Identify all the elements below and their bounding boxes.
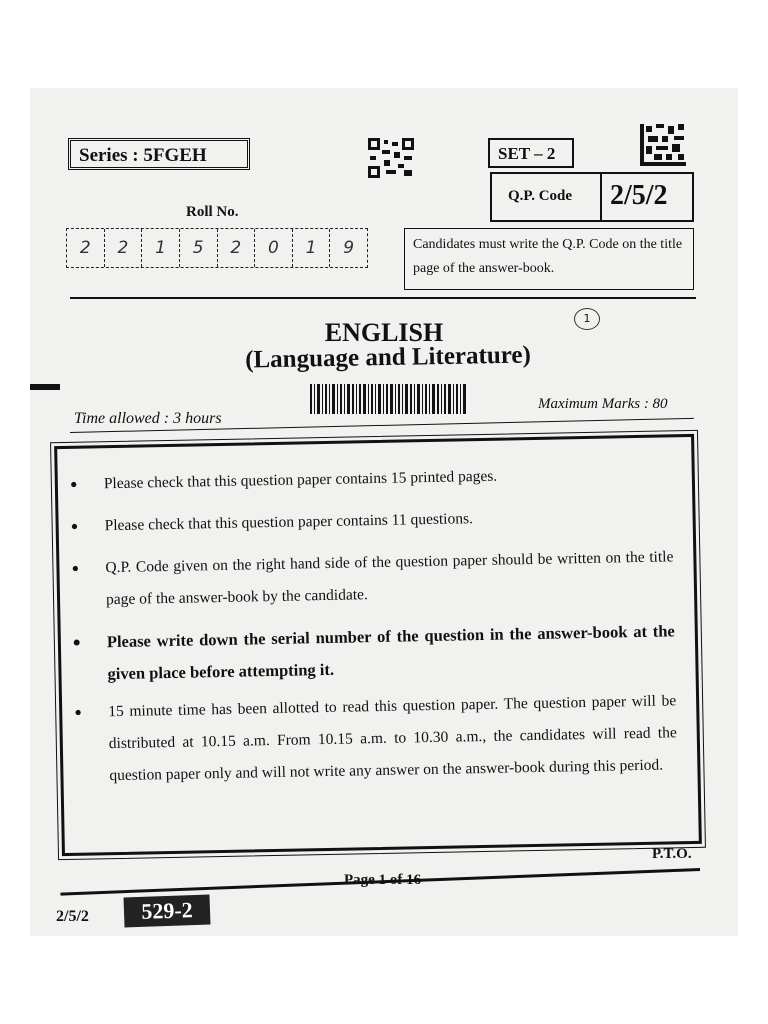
roll-digit: 5 <box>180 229 218 267</box>
please-turn-over: P.T.O. <box>652 846 692 862</box>
roll-digit: 2 <box>218 229 256 267</box>
header-divider <box>70 297 696 299</box>
page-number: Page 1 of 16 <box>344 872 422 888</box>
instruction-item: • Q.P. Code given on the right hand side of the question paper should be written on the title page of the answer-book by the candidate. <box>75 541 674 616</box>
roll-digit: 1 <box>142 229 180 267</box>
qp-code-value: 2/5/2 <box>610 180 668 211</box>
datamatrix-code-icon <box>640 124 686 166</box>
candidate-instruction-box: Candidates must write the Q.P. Code on the title page of the answer-book. <box>404 228 694 290</box>
series-box: Series : 5FGEH <box>68 138 250 170</box>
instruction-item: • Please check that this question paper contains 15 printed pages. <box>74 457 673 500</box>
general-instructions-box <box>54 434 702 856</box>
roll-digit: 1 <box>293 229 331 267</box>
circled-page-mark: 1 <box>574 308 600 330</box>
instruction-item: • Please check that this question paper contains 11 questions. <box>74 499 673 542</box>
roll-number-boxes <box>66 228 368 268</box>
time-allowed: Time allowed : 3 hours <box>74 410 222 427</box>
roll-digit: 0 <box>255 229 293 267</box>
qr-code-icon <box>368 138 414 178</box>
qp-code-divider <box>600 174 602 220</box>
instruction-item: • 15 minute time has been allotted to read this question paper. The question paper will be distributed at 10.15 a.m. From 10.15 a.m. to 10.30 a.m., the candidates will read the question paper only and will not write any answer on the answer-book during this period. <box>78 685 678 792</box>
roll-digit: 9 <box>343 238 355 258</box>
instruction-item: • Please write down the serial number of the question in the answer-book at the given place before attempting it. <box>77 615 676 690</box>
footer-tag: 529-2 <box>124 895 211 928</box>
qp-code-box <box>490 172 694 222</box>
maximum-marks: Maximum Marks : 80 <box>538 396 668 412</box>
roll-digit: 2 <box>67 229 105 267</box>
set-box: SET – 2 <box>488 138 574 168</box>
edge-mark <box>30 384 60 390</box>
barcode-icon <box>310 384 466 414</box>
roll-number-label: Roll No. <box>186 204 239 220</box>
subject-subtitle: (Language and Literature) <box>244 341 532 374</box>
qp-code-label: Q.P. Code <box>508 188 573 204</box>
subject-title: ENGLISH <box>324 318 444 347</box>
footer-qp-code: 2/5/2 <box>56 908 89 925</box>
roll-digit: 2 <box>105 229 143 267</box>
